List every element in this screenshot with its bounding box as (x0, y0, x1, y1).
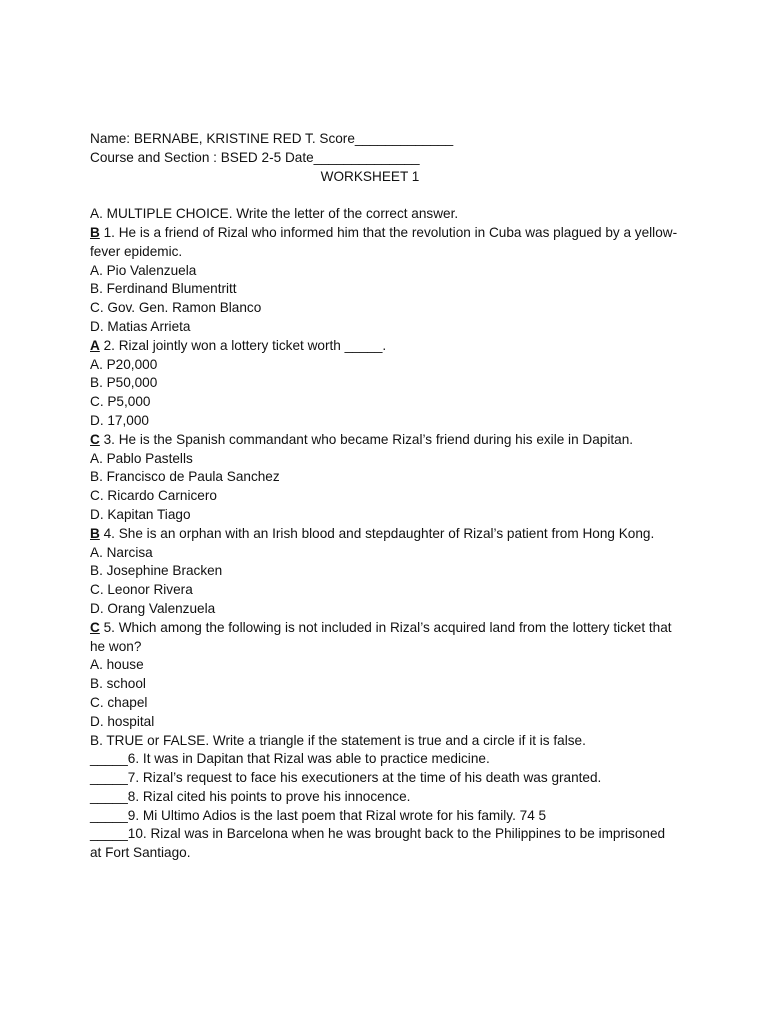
q3-option-c: C. Ricardo Carnicero (90, 488, 217, 504)
question-3-text: 3. He is the Spanish commandant who became Rizal’s friend during his exile in Dapitan. (99, 431, 634, 447)
tf-item-7: _____7. Rizal’s request to face his executioners at the time of his death was granted. (90, 770, 602, 786)
q2-option-b: B. P50,000 (90, 375, 158, 391)
question-5-text: 5. Which among the following is not included in Rizal’s acquired land from the lottery ticket that he won? (90, 619, 672, 654)
q5-option-b: B. school (90, 676, 146, 692)
question-5 (90, 619, 680, 657)
tf-item-6: _____6. It was in Dapitan that Rizal was able to practice medicine. (90, 751, 490, 767)
question-4 (90, 525, 680, 544)
worksheet-title: WORKSHEET 1 (320, 168, 420, 184)
answer-1: B (90, 224, 100, 240)
tf-item-8: _____8. Rizal cited his points to prove his innocence. (90, 788, 411, 804)
q2-option-c: C. P5,000 (90, 394, 151, 410)
answer-2: A (90, 337, 100, 353)
spacer (90, 186, 690, 205)
q4-option-a: A. Narcisa (90, 544, 153, 560)
answer-3: C (90, 431, 100, 447)
q5-option-d: D. hospital (90, 713, 155, 729)
question-3 (90, 431, 680, 450)
q1-option-b: B. Ferdinand Blumentritt (90, 281, 237, 297)
section-a-heading: A. MULTIPLE CHOICE. Write the letter of the correct answer. (90, 206, 459, 222)
question-4-text: 4. She is an orphan with an Irish blood and stepdaughter of Rizal’s patient from Hong Kong. (99, 525, 655, 541)
tf-item-9: _____9. Mi Ultimo Adios is the last poem that Rizal wrote for his family. 74 5 (90, 807, 547, 823)
q1-option-c: C. Gov. Gen. Ramon Blanco (90, 300, 262, 316)
question-2-text: 2. Rizal jointly won a lottery ticket worth _____. (99, 337, 387, 353)
q3-option-b: B. Francisco de Paula Sanchez (90, 469, 280, 485)
q3-option-d: D. Kapitan Tiago (90, 506, 191, 522)
q3-option-a: A. Pablo Pastells (90, 450, 193, 466)
answer-5: C (90, 619, 100, 635)
q4-option-c: C. Leonor Rivera (90, 582, 193, 598)
section-b-heading: B. TRUE or FALSE. Write a triangle if the statement is true and a circle if it is false. (90, 732, 586, 748)
name-score-line: Name: BERNABE, KRISTINE RED T. Score_____________ (90, 131, 454, 146)
q1-option-d: D. Matias Arrieta (90, 318, 191, 334)
q5-option-c: C. chapel (90, 694, 148, 710)
q1-option-a: A. Pio Valenzuela (90, 262, 197, 278)
question-1-text: 1. He is a friend of Rizal who informed him that the revolution in Cuba was plagued by a yellow-fever epidemic. (90, 224, 678, 259)
q4-option-d: D. Orang Valenzuela (90, 600, 216, 616)
q2-option-d: D. 17,000 (90, 412, 149, 428)
tf-item-10: _____10. Rizal was in Barcelona when he was brought back to the Philippines to be imprisoned at Fort Santiago. (90, 826, 666, 861)
q5-option-a: A. house (90, 657, 144, 673)
worksheet-page (90, 130, 690, 863)
question-2 (90, 337, 680, 356)
answer-4: B (90, 525, 100, 541)
q4-option-b: B. Josephine Bracken (90, 563, 223, 579)
q2-option-a: A. P20,000 (90, 356, 158, 372)
question-1 (90, 224, 680, 262)
course-date-line: Course and Section : BSED 2-5 Date______________ (90, 149, 420, 165)
